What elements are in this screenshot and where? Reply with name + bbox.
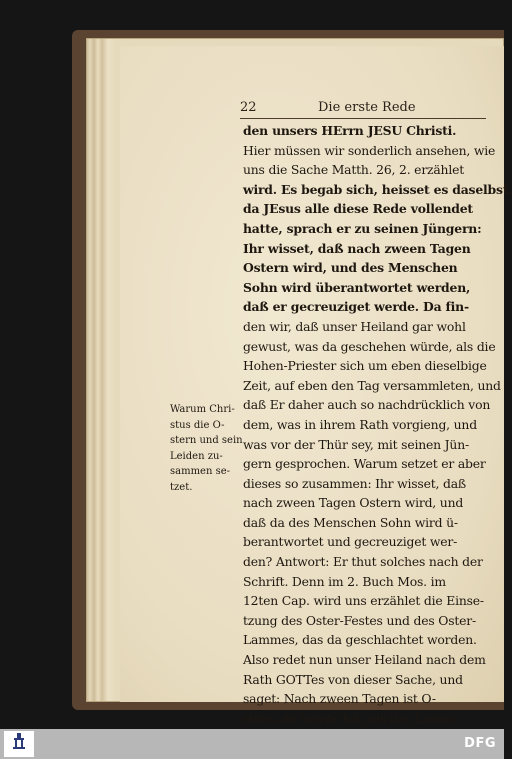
body-line: daß da des Menschen Sohn wird ü- <box>243 514 458 530</box>
margin-note-line: stern und sein <box>170 435 243 446</box>
header-rule <box>240 118 486 119</box>
margin-note-line: tzet. <box>170 481 193 493</box>
body-line: Rath GOTTes von dieser Sache, und <box>243 671 463 687</box>
body-line: daß Er daher auch so nachdrücklich von <box>243 397 491 413</box>
body-line: da JEsus alle diese Rede vollendet <box>243 201 473 217</box>
body-line: uns die Sache Matth. 26, 2. erzählet <box>243 162 465 178</box>
dfg-logo: DFG <box>464 736 496 751</box>
body-line: Hohen-Priester sich um eben dieselbige <box>243 358 487 374</box>
body-line: dem, was in ihrem Rath vorgieng, und <box>243 416 477 432</box>
body-line: dieses so zusammen: Ihr wisset, daß <box>243 475 466 491</box>
body-line: was vor der Thür sey, mit seinen Jün- <box>243 436 469 452</box>
body-line: Zeit, auf eben den Tag versammleten, und <box>243 377 501 393</box>
body-line: den? Antwort: Er thut solches nach der <box>243 554 483 570</box>
body-line: gern gesprochen. Warum setzet er aber <box>243 456 486 472</box>
body-line: stern, da werde Ich, als das Lamm <box>243 710 454 726</box>
body-line: berantwortet und gecreuziget wer- <box>243 534 458 550</box>
margin-note-line: sammen se- <box>170 466 231 477</box>
page-number: 22 <box>240 100 257 115</box>
margin-note-line: Warum Chri- <box>170 404 235 415</box>
body-line: hatte, sprach er zu seinen Jüngern: <box>243 220 482 236</box>
library-logo-icon <box>12 733 26 749</box>
viewer-footer <box>0 729 504 759</box>
margin-note <box>170 402 242 495</box>
body-line: gewust, was da geschehen würde, als die <box>243 338 496 354</box>
body-line: Ostern wird, und des Menschen <box>243 260 458 276</box>
running-title: Die erste Rede <box>318 100 416 115</box>
body-line: Sohn wird überantwortet werden, <box>243 279 471 295</box>
body-line: 12ten Cap. wird uns erzählet die Einse- <box>243 593 484 609</box>
body-line: Ihr wisset, daß nach zween Tagen <box>243 240 471 256</box>
margin-note-line: stus die O- <box>170 419 225 431</box>
body-line: saget: Nach zween Tagen ist O- <box>243 691 436 707</box>
library-logo <box>4 731 34 757</box>
body-line: tzung des Oster-Festes und des Oster- <box>243 612 476 628</box>
body-line: den wir, daß unser Heiland gar wohl <box>243 318 466 334</box>
margin-note-line: Leiden zu- <box>170 450 223 462</box>
body-line: Hier müssen wir sonderlich ansehen, wie <box>243 142 496 158</box>
body-line: Schrift. Denn im 2. Buch Mos. im <box>243 573 446 589</box>
body-line: den unsers HErrn JESU Christi. <box>243 123 457 138</box>
body-line: Lammes, das da geschlachtet worden. <box>243 632 477 648</box>
body-line: daß er gecreuziget werde. Da fin- <box>243 299 469 315</box>
body-line: wird. Es begab sich, heisset es daselbst, <box>243 181 512 197</box>
body-line: nach zween Tagen Ostern wird, und <box>243 495 464 511</box>
body-line: Also redet nun unser Heiland nach dem <box>243 652 486 668</box>
